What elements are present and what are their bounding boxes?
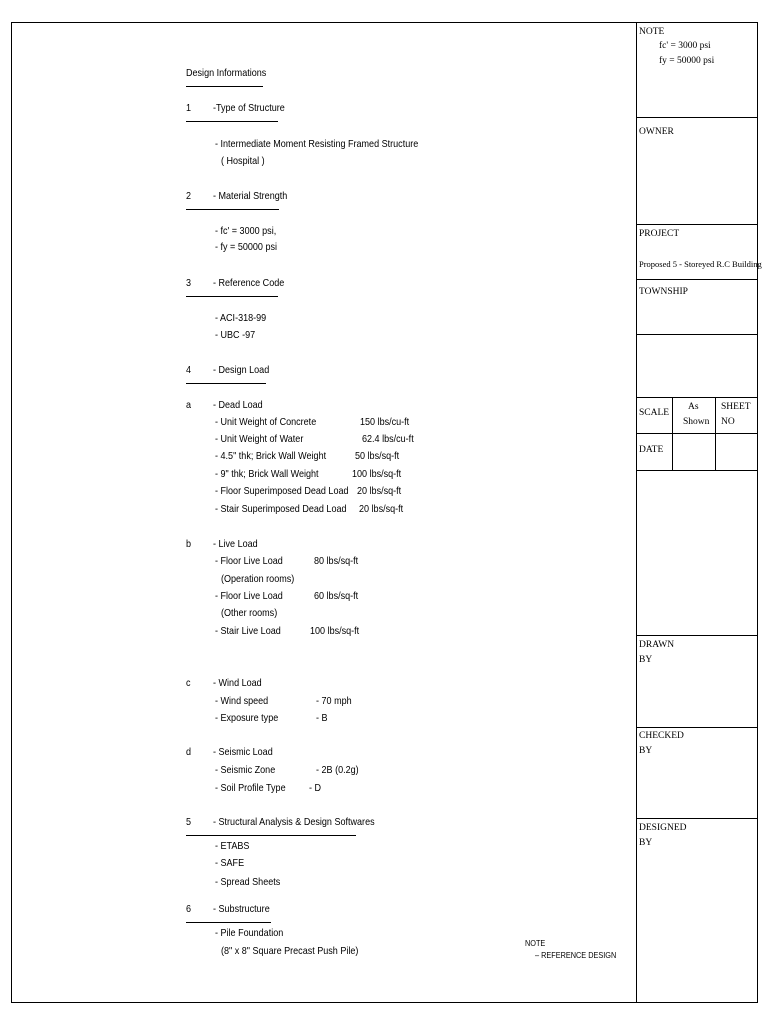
live-load-row-value: 60 lbs/sq-ft <box>314 590 359 602</box>
section-1-title: -Type of Structure <box>213 102 285 114</box>
dead-load-row-label: - Unit Weight of Water <box>215 433 304 445</box>
section-3-line-1: - ACI-318-99 <box>215 312 267 324</box>
wind-load-title: - Wind Load <box>213 677 262 689</box>
section-4-number: 4 <box>186 364 192 376</box>
software-item: - ETABS <box>215 840 250 852</box>
section-5-underline <box>186 835 356 836</box>
tb-note-fy: fy = 50000 psi <box>659 56 715 66</box>
live-load-row-value: 100 lbs/sq-ft <box>310 625 360 637</box>
tb-scale-value: As <box>688 402 699 412</box>
section-6-title: - Substructure <box>213 903 270 915</box>
tb-date-label: DATE <box>639 445 664 455</box>
dead-load-row-label: - 9" thk; Brick Wall Weight <box>215 468 319 480</box>
section-1-underline <box>186 121 278 122</box>
tb-drawn-label: DRAWN <box>639 640 675 650</box>
section-2-line-1: - fc' = 3000 psi, <box>215 225 277 237</box>
section-3-underline <box>186 296 278 297</box>
section-3-line-2: - UBC -97 <box>215 329 256 341</box>
tb-owner-label: OWNER <box>639 127 674 137</box>
tb-checked-label: BY <box>639 746 653 756</box>
section-2-underline <box>186 209 279 210</box>
wind-load-row-value: - B <box>316 712 328 724</box>
section-6-underline <box>186 922 271 923</box>
wind-load-row-value: - 70 mph <box>316 695 352 707</box>
scale-cell-divider <box>672 397 673 470</box>
bottom-note-text: – REFERENCE DESIGN <box>535 950 617 960</box>
seismic-load-row-value: - 2B (0.2g) <box>316 764 359 776</box>
tb-drawn-label: BY <box>639 655 653 665</box>
live-load-row-note: (Other rooms) <box>221 607 278 619</box>
tb-project-value: Proposed 5 - Storeyed R.C Building <box>639 259 762 269</box>
section-4-underline <box>186 383 266 384</box>
dead-load-row-value: 50 lbs/sq-ft <box>355 450 400 462</box>
title-block-divider <box>636 397 758 398</box>
section-2-number: 2 <box>186 190 192 202</box>
dead-load-row-value: 62.4 lbs/cu-ft <box>362 433 414 445</box>
seismic-load-row-label: - Seismic Zone <box>215 764 276 776</box>
tb-project-label: PROJECT <box>639 229 680 239</box>
dead-load-row-value: 20 lbs/sq-ft <box>359 503 404 515</box>
wind-load-letter: c <box>186 677 191 689</box>
live-load-letter: b <box>186 538 192 550</box>
tb-checked-label: CHECKED <box>639 731 684 741</box>
title-block-divider <box>636 279 758 280</box>
tb-note-label: NOTE <box>639 27 665 37</box>
tb-designed-label: BY <box>639 838 653 848</box>
live-load-row-value: 80 lbs/sq-ft <box>314 555 359 567</box>
section-1-number: 1 <box>186 102 192 114</box>
title-block-divider <box>636 470 758 471</box>
dead-load-row-value: 100 lbs/sq-ft <box>352 468 402 480</box>
heading-underline <box>186 86 263 87</box>
section-2-line-2: - fy = 50000 psi <box>215 241 278 253</box>
bottom-note-title: NOTE <box>525 938 546 948</box>
title-block-divider <box>636 727 758 728</box>
tb-scale-label: SCALE <box>639 408 670 418</box>
live-load-row-note: (Operation rooms) <box>221 573 295 585</box>
dead-load-row-label: - Stair Superimposed Dead Load <box>215 503 347 515</box>
title-block-divider <box>636 818 758 819</box>
section-1-line-2: ( Hospital ) <box>221 155 265 167</box>
dead-load-letter: a <box>186 399 192 411</box>
page-heading: Design Informations <box>186 67 267 79</box>
title-block-divider <box>636 334 758 335</box>
title-block-divider <box>636 224 758 225</box>
seismic-load-title: - Seismic Load <box>213 746 273 758</box>
software-item: - Spread Sheets <box>215 876 281 888</box>
live-load-row-label: - Stair Live Load <box>215 625 281 637</box>
scale-cell-divider <box>715 397 716 470</box>
dead-load-row-value: 20 lbs/sq-ft <box>357 485 402 497</box>
section-4-title: - Design Load <box>213 364 270 376</box>
tb-township-label: TOWNSHIP <box>639 287 688 297</box>
tb-designed-label: DESIGNED <box>639 823 687 833</box>
title-block-divider <box>636 635 758 636</box>
seismic-load-row-label: - Soil Profile Type <box>215 782 286 794</box>
title-block-divider <box>636 433 758 434</box>
dead-load-row-label: - 4.5" thk; Brick Wall Weight <box>215 450 327 462</box>
wind-load-row-label: - Wind speed <box>215 695 269 707</box>
software-item: - SAFE <box>215 857 245 869</box>
section-6-line-2: (8" x 8" Square Precast Push Pile) <box>221 945 359 957</box>
dead-load-row-value: 150 lbs/cu-ft <box>360 416 410 428</box>
tb-sheet-label: NO <box>721 417 735 427</box>
seismic-load-row-value: - D <box>309 782 322 794</box>
dead-load-row-label: - Floor Superimposed Dead Load <box>215 485 349 497</box>
seismic-load-letter: d <box>186 746 192 758</box>
dead-load-title: - Dead Load <box>213 399 263 411</box>
dead-load-row-label: - Unit Weight of Concrete <box>215 416 317 428</box>
live-load-row-label: - Floor Live Load <box>215 590 283 602</box>
section-6-number: 6 <box>186 903 192 915</box>
title-block <box>636 22 758 1003</box>
live-load-title: - Live Load <box>213 538 258 550</box>
section-2-title: - Material Strength <box>213 190 288 202</box>
tb-note-fc: fc' = 3000 psi <box>659 41 711 51</box>
section-6-line-1: - Pile Foundation <box>215 927 284 939</box>
tb-sheet-label: SHEET <box>721 402 751 412</box>
section-3-title: - Reference Code <box>213 277 285 289</box>
title-block-divider <box>636 117 758 118</box>
tb-scale-value: Shown <box>683 417 710 427</box>
section-5-title: - Structural Analysis & Design Softwares <box>213 816 375 828</box>
wind-load-row-label: - Exposure type <box>215 712 279 724</box>
section-3-number: 3 <box>186 277 192 289</box>
section-1-line-1: - Intermediate Moment Resisting Framed Structure <box>215 138 419 150</box>
live-load-row-label: - Floor Live Load <box>215 555 283 567</box>
section-5-number: 5 <box>186 816 192 828</box>
